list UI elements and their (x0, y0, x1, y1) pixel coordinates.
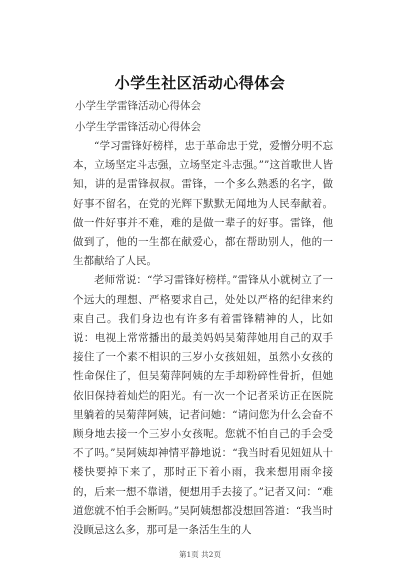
body-paragraph-1: “学习雷锋好榜样，忠于革命忠于党，爱憎分明不忘本，立场坚定斗志强，立场坚定斗志强。””这首歌世人皆知，讲的是雷锋叔叔。雷锋，一个多么熟悉的名字，做好事不留名，在党的光辉下默默无闻地为人民奉献着。做一件好事并不难，难的是做一辈子的好事。雷锋，他做到了，他的一生都在献爱心，都在帮助别人，他的一生都献给了人民。 (73, 140, 333, 268)
page-footer: 第1页 共2页 (179, 550, 221, 559)
document-title: 小学生社区活动心得体会 (114, 74, 286, 92)
document-subtitle-1: 小学生学雷锋活动心得体会 (75, 100, 201, 112)
document-subtitle-2: 小学生学雷锋活动心得体会 (75, 121, 201, 133)
document-body (73, 137, 333, 540)
body-paragraph-2: 老师常说：“学习雷锋好榜样。”雷锋从小就树立了一个远大的理想、严格要求自己，处处以严格的纪律来约束自己。我们身边也有许多有着雷锋精神的人，比如说：电视上常常播出的最美妈妈吴菊萍她用自己的双手接住了一个素不相识的三岁小女孩妞妞，虽然小女孩的性命保住了，但吴菊萍阿姨的左手却粉碎性骨折，但她依旧保持着灿烂的阳光。有一次一个记者采访正在医院里躺着的吴菊萍阿姨，记者问她：“请问您为什么会奋不顾身地去接一个三岁小女孩呢。您就不怕自己的手会受不了吗。”吴阿姨却神情平静地说：“我当时看见妞妞从十楼快要掉下来了，那时正下着小雨，我来想用雨伞接的，后来一想不靠谱，便想用手去接了。”记者又问：“难道您就不怕手会断吗。”吴阿姨想都没想回答道：“我当时没顾忌这么多，那可是一条活生生的人 (73, 274, 333, 537)
